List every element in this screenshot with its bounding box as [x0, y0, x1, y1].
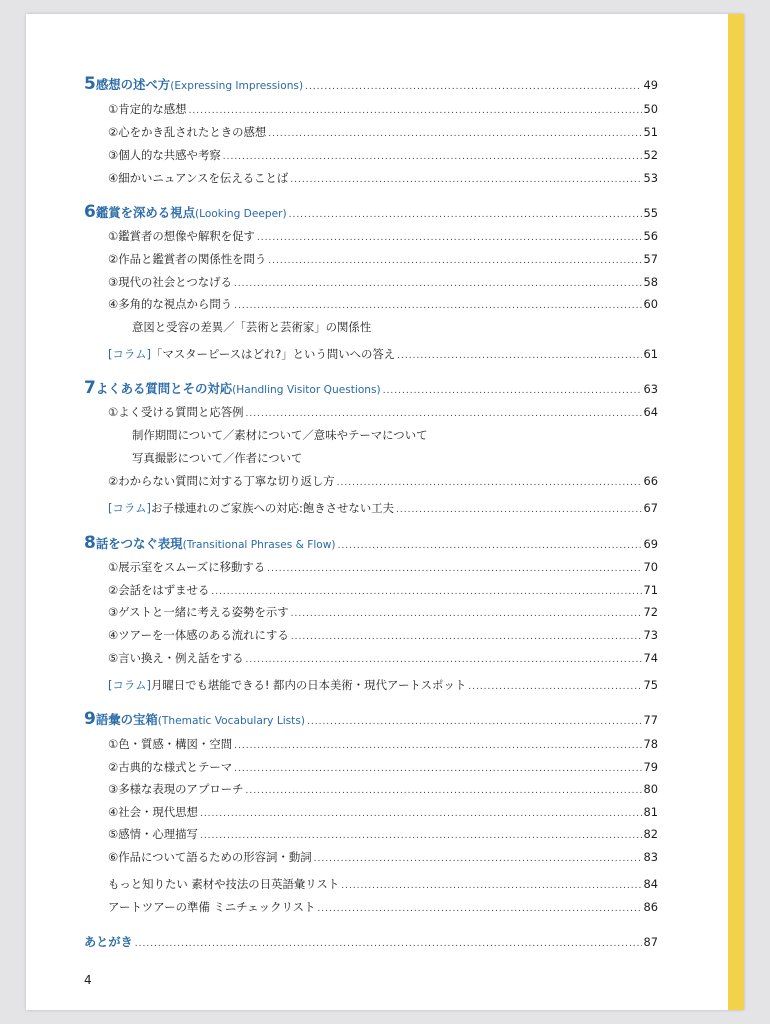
chapter-number: 5: [84, 74, 96, 94]
item-label: ④ツアーを一体感のある流れにする: [108, 628, 289, 642]
leader-dots: [234, 276, 642, 292]
item-label: ②心をかき乱されたときの感想: [108, 125, 267, 139]
toc-item[interactable]: [108, 627, 658, 645]
book-page: [26, 14, 744, 1010]
page-ref: 57: [643, 252, 658, 266]
leader-dots: [200, 806, 642, 822]
item-label: ②会話をはずませる: [108, 583, 210, 597]
page-ref: 78: [643, 737, 658, 751]
item-label: ④社会・現代思想: [108, 805, 198, 819]
toc-item[interactable]: [108, 604, 658, 622]
chapter-title: 話をつなぐ表現(Transitional Phrases & Flow): [95, 536, 336, 551]
page-ref: 52: [643, 148, 658, 162]
toc-subtopics: 制作期間について／素材について／意味やテーマについて: [132, 428, 428, 442]
item-label: ①よく受ける質問と応答例: [108, 405, 244, 419]
page-ref: 61: [643, 347, 658, 361]
leader-dots: [338, 538, 642, 554]
leader-dots: [200, 828, 642, 844]
item-label: ③個人的な共感や考察: [108, 148, 221, 162]
page-ref: 64: [643, 405, 658, 419]
page-number: 4: [84, 973, 92, 987]
leader-dots: [257, 230, 642, 246]
page-ref: 71: [643, 583, 658, 597]
item-label: ①色・質感・構図・空間: [108, 737, 233, 751]
leader-dots: [135, 936, 642, 952]
page-ref: 79: [643, 760, 658, 774]
item-label: ④細かいニュアンスを伝えることば: [108, 171, 289, 185]
leader-dots: [234, 761, 641, 777]
toc-column[interactable]: [108, 346, 658, 364]
leader-dots: [291, 606, 642, 622]
item-label: ①肯定的な感想: [108, 102, 187, 116]
item-label: ③現代の社会とつなげる: [108, 275, 232, 289]
leader-dots: [223, 149, 642, 165]
column-label: [コラム]「マスターピースはどれ?」という問いへの答え: [108, 347, 396, 361]
page-ref: 86: [643, 900, 658, 914]
chapter-number: 7: [84, 378, 96, 398]
chapter-title: 語彙の宝箱(Thematic Vocabulary Lists): [95, 712, 305, 727]
page-ref: 56: [643, 229, 658, 243]
item-label: アートツアーの準備 ミニチェックリスト: [108, 900, 316, 914]
leader-dots: [468, 679, 641, 695]
page-ref: 74: [643, 651, 658, 665]
page-ref: 81: [643, 805, 658, 819]
column-label: [コラム]月曜日でも堪能できる! 都内の日本美術・現代アートスポット: [108, 678, 467, 692]
leader-dots: [234, 738, 641, 754]
leader-dots: [267, 561, 641, 577]
page-ref: 58: [643, 275, 658, 289]
table-of-contents: [26, 14, 744, 1010]
leader-dots: [307, 714, 642, 730]
page-ref: 82: [643, 827, 658, 841]
chapter-number: 6: [84, 202, 96, 222]
leader-dots: [246, 652, 642, 668]
leader-dots: [341, 878, 641, 894]
page-ref: 63: [643, 382, 658, 396]
toc-chapter-6[interactable]: [84, 204, 658, 223]
leader-dots: [397, 348, 641, 364]
toc-subtopics: 写真撮影について／作者について: [132, 451, 303, 465]
item-label: ⑤言い換え・例え話をする: [108, 651, 244, 665]
item-label: ③ゲストと一緒に考える姿勢を示す: [108, 605, 289, 619]
toc-item[interactable]: [108, 473, 658, 491]
item-label: ②わからない質問に対する丁寧な切り返し方: [108, 474, 335, 488]
leader-dots: [189, 103, 642, 119]
toc-afterword[interactable]: [84, 934, 658, 952]
toc-item[interactable]: [108, 650, 658, 668]
leader-dots: [314, 851, 642, 867]
toc-item[interactable]: [108, 736, 658, 754]
toc-item[interactable]: [108, 274, 658, 292]
toc-item[interactable]: [108, 101, 658, 119]
item-label: ⑥作品について語るための形容詞・動詞: [108, 850, 312, 864]
leader-dots: [289, 207, 642, 223]
page-ref: 72: [643, 605, 658, 619]
toc-extra-item[interactable]: [108, 876, 658, 894]
leader-dots: [211, 584, 641, 600]
page-ref: 67: [643, 501, 658, 515]
toc-item[interactable]: [108, 559, 658, 577]
column-label: [コラム]お子様連れのご家族への対応:飽きさせない工夫: [108, 501, 394, 515]
item-label: ④多角的な視点から問う: [108, 297, 233, 311]
toc-chapter-8[interactable]: [84, 535, 658, 554]
toc-item[interactable]: [108, 781, 658, 799]
item-label: もっと知りたい 素材や技法の日英語彙リスト: [108, 877, 340, 891]
toc-item[interactable]: [108, 251, 658, 269]
item-label: ①鑑賞者の想像や解釈を促す: [108, 229, 255, 243]
leader-dots: [291, 629, 642, 645]
page-ref: 53: [643, 171, 658, 185]
toc-item[interactable]: [108, 228, 658, 246]
leader-dots: [290, 172, 641, 188]
leader-dots: [337, 475, 642, 491]
toc-item[interactable]: [108, 170, 658, 188]
leader-dots: [268, 126, 641, 142]
item-label: ③多様な表現のアプローチ: [108, 782, 244, 796]
toc-item[interactable]: [108, 404, 658, 422]
leader-dots: [246, 406, 642, 422]
afterword-label: あとがき: [84, 935, 133, 949]
toc-item[interactable]: [108, 124, 658, 142]
toc-item[interactable]: [108, 147, 658, 165]
chapter-title: 感想の述べ方(Expressing Impressions): [95, 77, 304, 92]
page-ref: 87: [643, 935, 658, 949]
toc-extra-item[interactable]: [108, 899, 658, 917]
chapter-title: 鑑賞を深める視点(Looking Deeper): [95, 205, 287, 220]
leader-dots: [268, 253, 641, 269]
item-label: ②古典的な様式とテーマ: [108, 760, 233, 774]
page-ref: 70: [643, 560, 658, 574]
page-ref: 51: [643, 125, 658, 139]
page-ref: 69: [643, 537, 658, 551]
chapter-number: 9: [84, 709, 96, 729]
item-label: ⑤感情・心理描写: [108, 827, 198, 841]
toc-item[interactable]: [108, 849, 658, 867]
toc-item[interactable]: [108, 296, 658, 314]
toc-chapter-7[interactable]: [84, 380, 658, 399]
page-ref: 77: [643, 713, 658, 727]
toc-chapter-9[interactable]: [84, 711, 658, 730]
page-ref: 66: [643, 474, 658, 488]
toc-item[interactable]: [108, 759, 658, 777]
toc-chapter-5[interactable]: [84, 76, 658, 95]
toc-column[interactable]: [108, 677, 658, 695]
leader-dots: [317, 901, 641, 917]
page-ref: 55: [643, 206, 658, 220]
leader-dots: [246, 783, 642, 799]
toc-item[interactable]: [108, 582, 658, 600]
chapter-number: 8: [84, 533, 96, 553]
page-ref: 49: [643, 78, 658, 92]
leader-dots: [305, 79, 641, 95]
chapter-title: よくある質問とその対応(Handling Visitor Questions): [95, 381, 381, 396]
item-label: ①展示室をスムーズに移動する: [108, 560, 266, 574]
page-ref: 80: [643, 782, 658, 796]
page-ref: 84: [643, 877, 658, 891]
leader-dots: [396, 502, 642, 518]
page-ref: 83: [643, 850, 658, 864]
toc-subtopics: 意図と受容の差異／「芸術と芸術家」の関係性: [132, 320, 372, 334]
leader-dots: [383, 383, 642, 399]
toc-item[interactable]: [108, 826, 658, 844]
page-ref: 60: [643, 297, 658, 311]
toc-item[interactable]: [108, 804, 658, 822]
toc-column[interactable]: [108, 500, 658, 518]
page-ref: 50: [643, 102, 658, 116]
page-ref: 73: [643, 628, 658, 642]
page-ref: 75: [643, 678, 658, 692]
leader-dots: [234, 298, 641, 314]
item-label: ②作品と鑑賞者の関係性を問う: [108, 252, 267, 266]
